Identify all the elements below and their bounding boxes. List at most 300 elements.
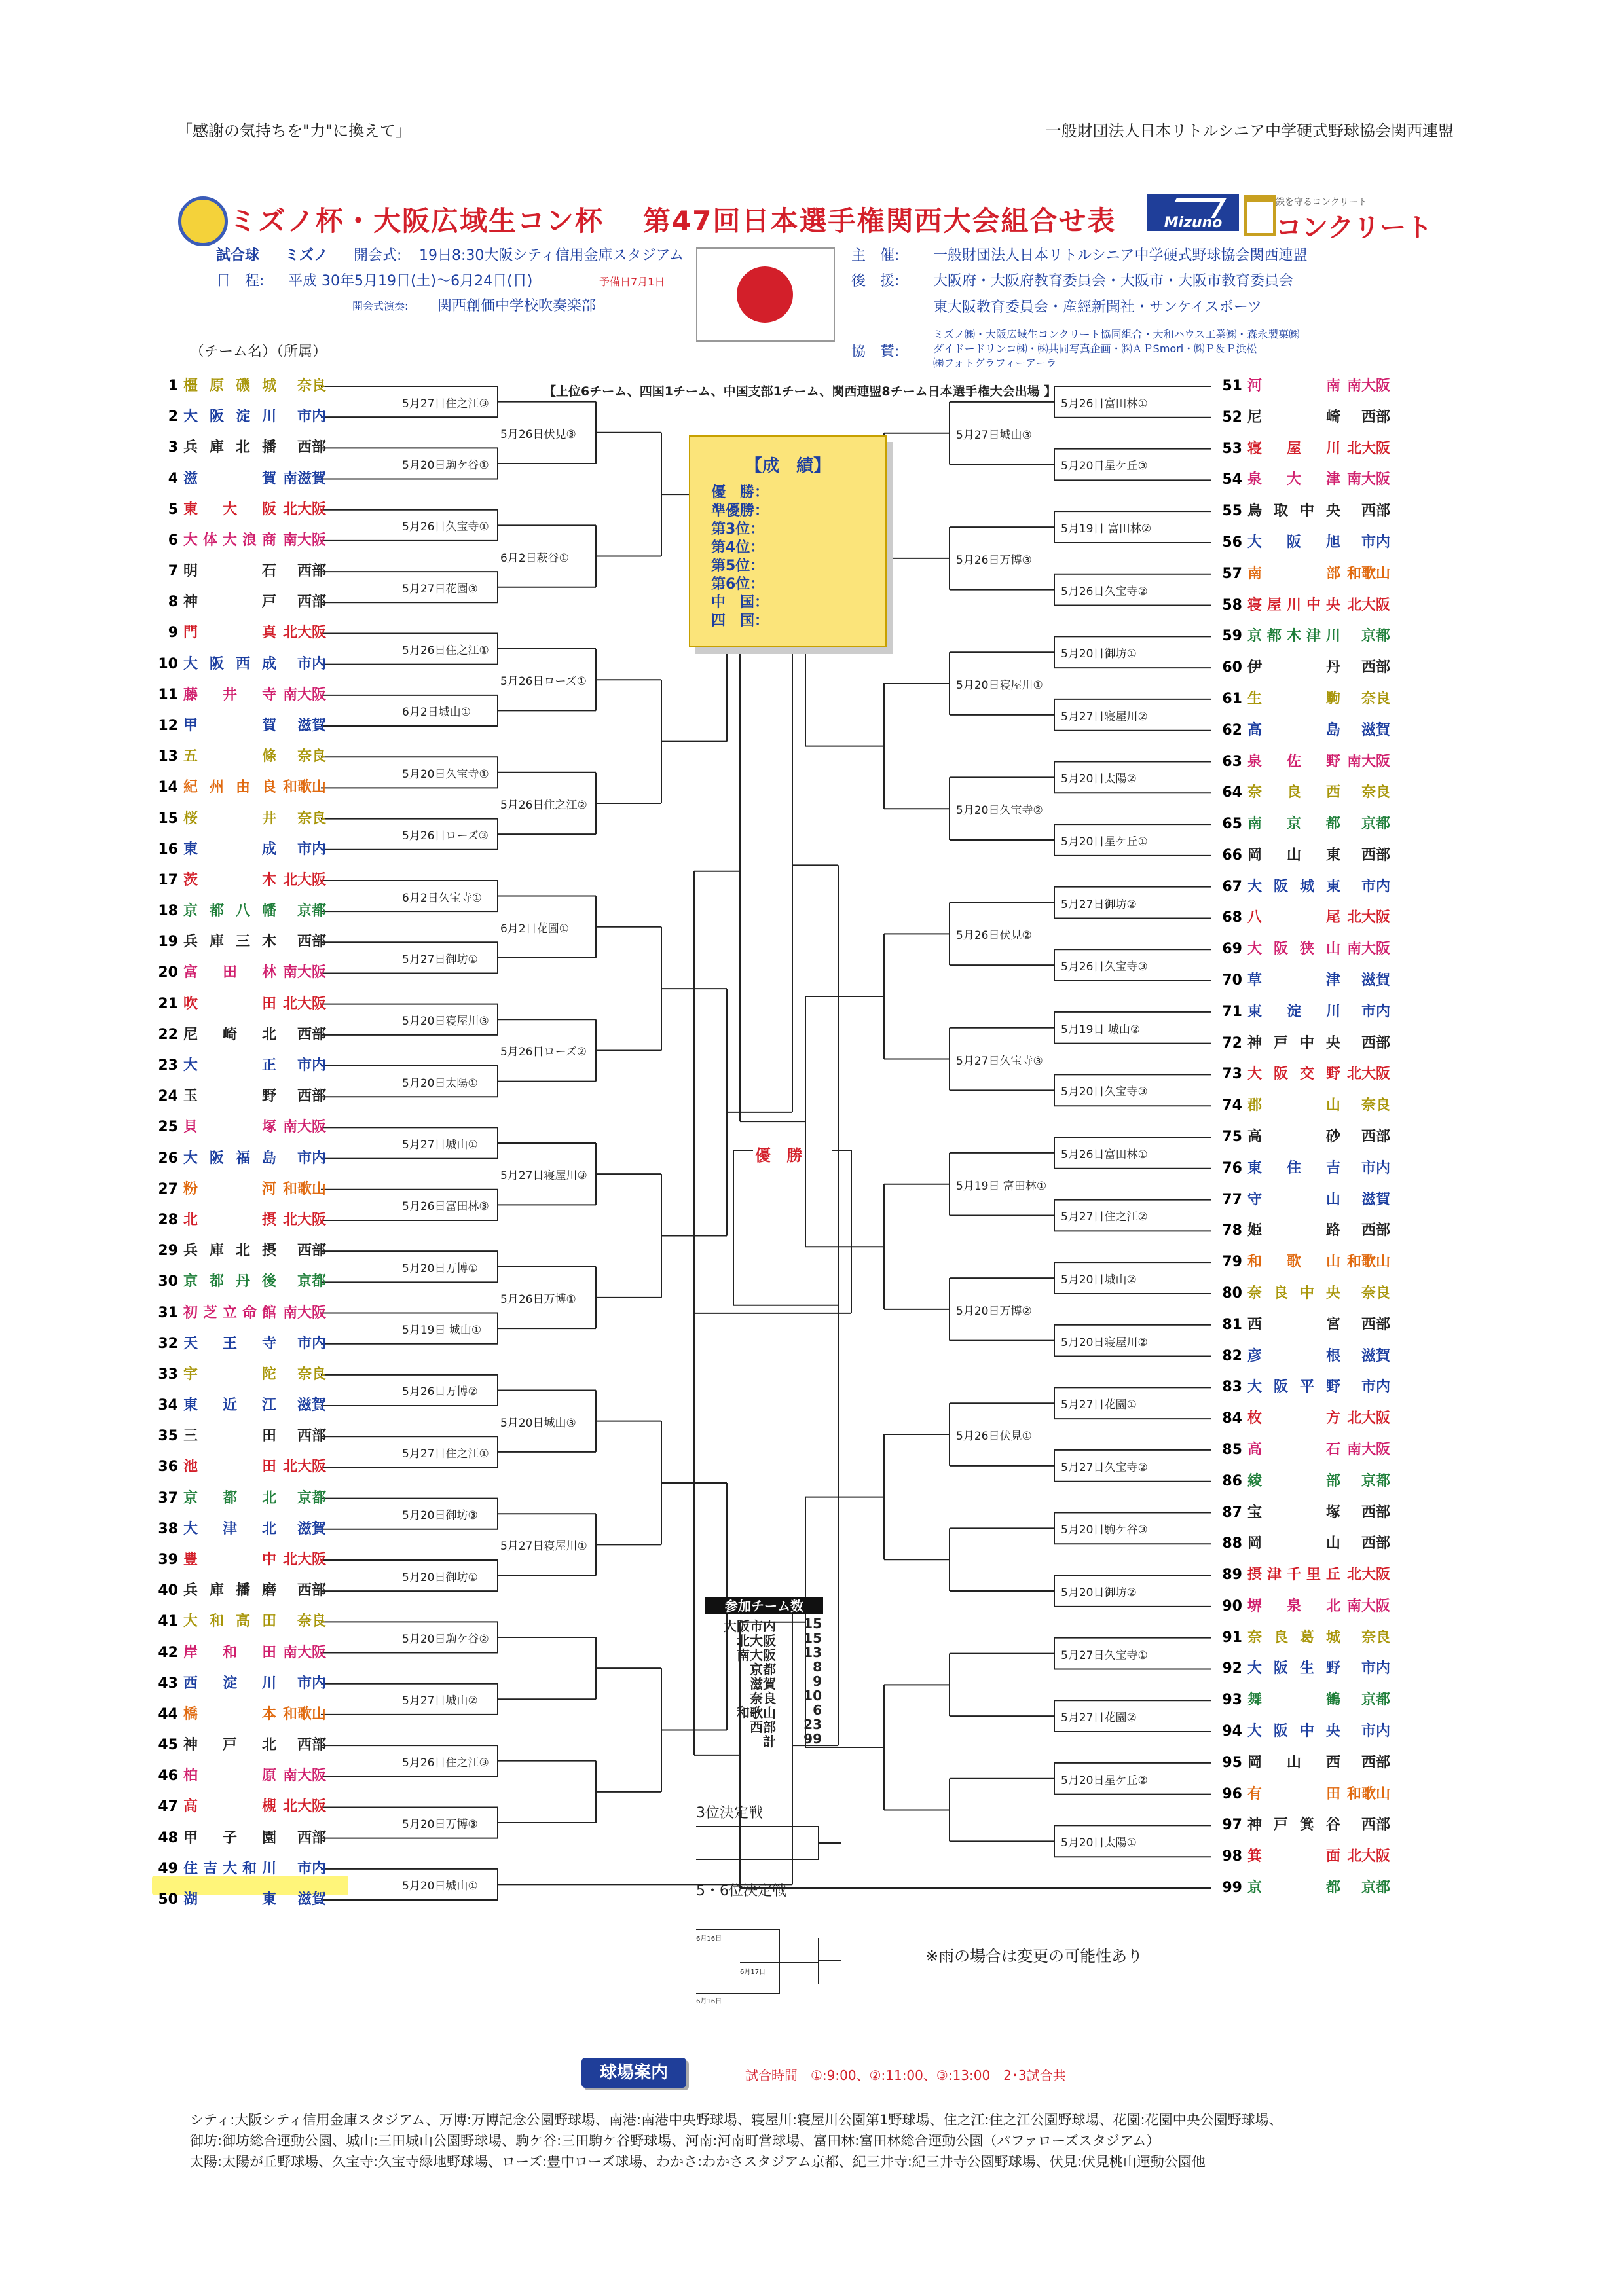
team-name: 京都北 [183, 1489, 276, 1506]
count-region: 京都 [750, 1662, 776, 1677]
game-label: 5月27日御坊① [399, 949, 481, 968]
team-name: 滋賀 [183, 470, 276, 487]
team-name: 尼崎 [1247, 409, 1340, 426]
team-number: 86 [1222, 1472, 1242, 1489]
game-label: 5月20日太陽② [1058, 768, 1139, 787]
team-league: 南大阪 [282, 532, 326, 549]
team-number: 8 [168, 594, 178, 611]
team-league: 市内 [1361, 1660, 1390, 1677]
team-row [1213, 627, 1390, 646]
team-name: 初芝立命館 [183, 1304, 276, 1321]
team-row [1213, 470, 1390, 490]
team-number: 95 [1222, 1754, 1242, 1771]
team-number: 96 [1222, 1785, 1242, 1802]
team-league: 市内 [297, 1057, 326, 1074]
team-row [145, 1211, 326, 1230]
team-league: 西部 [297, 1737, 326, 1754]
team-league: 和歌山 [282, 1180, 326, 1197]
team-league: 市内 [297, 1150, 326, 1167]
game-label: 5月26日ローズ① [498, 670, 589, 689]
team-row [145, 747, 326, 767]
team-league: 南大阪 [282, 1304, 326, 1321]
team-name: 枚方 [1247, 1410, 1340, 1427]
playoff-date: 6月16日 [696, 1998, 722, 2005]
team-number: 13 [158, 748, 178, 765]
team-name: 紀州由良 [183, 779, 276, 796]
team-league: 西部 [1361, 1535, 1390, 1552]
team-name: 東淀川 [1247, 1003, 1340, 1020]
team-number: 57 [1222, 565, 1242, 582]
host-value: 一般財団法人日本リトルシニア中学硬式野球協会関西連盟 [933, 247, 1308, 264]
team-row [1213, 533, 1390, 553]
team-name: 大阪平野 [1247, 1379, 1340, 1396]
team-league: 北大阪 [1346, 1567, 1390, 1584]
team-number: 84 [1222, 1410, 1242, 1427]
team-league: 京都 [297, 903, 326, 920]
team-number: 28 [158, 1211, 178, 1228]
support-line-2: 東大阪教育委員会・産經新聞社・サンケイスポーツ [933, 299, 1262, 316]
team-number: 59 [1222, 628, 1242, 645]
count-value: 9 [813, 1673, 822, 1689]
team-number: 48 [158, 1829, 178, 1846]
team-number: 68 [1222, 909, 1242, 926]
team-row [1213, 1221, 1390, 1241]
team-league: 奈良 [1361, 690, 1390, 707]
game-label: 5月26日久宝寺② [1058, 581, 1151, 600]
game-label: 5月20日寝屋川① [953, 674, 1046, 693]
team-number: 4 [168, 470, 178, 487]
count-region: 西部 [750, 1719, 776, 1735]
team-name: 池田 [183, 1459, 276, 1476]
team-league: 市内 [1361, 1003, 1390, 1020]
team-number: 74 [1222, 1097, 1242, 1114]
team-row [145, 1581, 326, 1601]
team-number: 88 [1222, 1535, 1242, 1552]
team-league: 南大阪 [1346, 471, 1390, 488]
team-name: 郡山 [1247, 1097, 1340, 1114]
team-name: 大阪交野 [1247, 1066, 1340, 1083]
team-row [145, 871, 326, 890]
team-league: 滋賀 [297, 1891, 326, 1908]
count-region: 計 [763, 1734, 776, 1749]
result-row: 第4位： [711, 539, 765, 556]
game-label: 5月20日太陽① [1058, 1832, 1139, 1851]
game-label: 5月27日花園① [1058, 1394, 1139, 1413]
match-times: 試合時間 ①:9:00、②:11:00、③:13:00 2･3試合共 [745, 2068, 1066, 2083]
team-name: 大阪旭 [1247, 534, 1340, 551]
opening-value: 19日8:30大阪シティ信用金庫スタジアム [419, 247, 684, 264]
game-label: 5月27日花園② [1058, 1707, 1139, 1726]
game-label: 5月27日住之江③ [399, 393, 492, 412]
team-name: 岡山東 [1247, 847, 1340, 864]
team-league: 京都 [297, 1489, 326, 1506]
third-place-label: 3位決定戦 [696, 1805, 763, 1821]
team-league: 市内 [1361, 878, 1390, 895]
game-label: 5月20日寝屋川③ [399, 1010, 492, 1029]
team-league: 西部 [1361, 659, 1390, 676]
count-region: 大阪市内 [724, 1618, 776, 1634]
team-number: 56 [1222, 534, 1242, 551]
game-label: 5月20日城山② [1058, 1269, 1139, 1288]
team-number: 39 [158, 1551, 178, 1568]
team-row [145, 994, 326, 1014]
game-label: 5月26日伏見③ [498, 424, 579, 443]
team-row [1213, 501, 1390, 521]
team-league: 北大阪 [282, 625, 326, 642]
team-row [1213, 1472, 1390, 1491]
team-name: 綾部 [1247, 1472, 1340, 1489]
team-league: 西部 [1361, 1817, 1390, 1834]
result-row: 第3位： [711, 521, 765, 538]
team-name: 甲賀 [183, 718, 276, 735]
team-name: 高石 [1247, 1441, 1340, 1458]
ball-label: 試合球 [216, 247, 260, 264]
team-league: 奈良 [297, 378, 326, 394]
game-label: 5月26日富田林① [1058, 393, 1151, 412]
team-number: 12 [158, 718, 178, 735]
team-name: 南京都 [1247, 816, 1340, 833]
team-league: 西部 [1361, 847, 1390, 864]
team-row [1213, 1252, 1390, 1272]
playoff-date: 6月17日 [740, 1969, 766, 1976]
team-number: 64 [1222, 784, 1242, 801]
team-row [145, 1087, 326, 1106]
game-label: 5月20日太陽① [399, 1072, 481, 1091]
team-league: 西部 [297, 1026, 326, 1043]
team-league: 南大阪 [282, 964, 326, 981]
team-name: 東近江 [183, 1397, 276, 1414]
team-row [1213, 1597, 1390, 1616]
game-label: 6月2日城山① [399, 701, 473, 720]
team-name: 高砂 [1247, 1129, 1340, 1145]
team-league: 北大阪 [1346, 1848, 1390, 1865]
team-number: 49 [158, 1860, 178, 1877]
team-league: 北大阪 [1346, 1066, 1390, 1083]
team-number: 53 [1222, 440, 1242, 457]
team-number: 24 [158, 1088, 178, 1105]
team-row [145, 1550, 326, 1570]
team-league: 市内 [297, 1860, 326, 1877]
team-name: 寝屋川中央 [1247, 596, 1340, 613]
team-league: 西部 [297, 1428, 326, 1445]
team-row [145, 592, 326, 612]
team-number: 58 [1222, 596, 1242, 613]
game-label: 5月26日ローズ③ [399, 825, 491, 844]
team-name: 兵庫北播 [183, 439, 276, 456]
team-number: 82 [1222, 1347, 1242, 1364]
count-region: 滋賀 [750, 1676, 776, 1692]
game-label: 5月20日久宝寺③ [1058, 1081, 1151, 1100]
team-league: 市内 [1361, 1379, 1390, 1396]
game-label: 6月2日萩谷① [498, 547, 572, 566]
team-name: 京都丹後 [183, 1273, 276, 1290]
sponsors-line-1: ミズノ㈱・大阪広域生コンクリート協同組合・大和ハウス工業㈱・森永製菓㈱ [933, 328, 1300, 340]
team-number: 7 [168, 563, 178, 580]
team-league: 北大阪 [282, 1551, 326, 1568]
dates-value: 平成 30年5月19日(土)～6月24日(日) [288, 273, 533, 289]
venue-guide-button[interactable]: 球場案内 [581, 2058, 686, 2088]
team-league: 南大阪 [1346, 1597, 1390, 1614]
team-number: 18 [158, 903, 178, 920]
team-number: 21 [158, 995, 178, 1012]
team-league: 西部 [1361, 409, 1390, 426]
team-league: 市内 [297, 1335, 326, 1352]
team-league: 西部 [297, 1582, 326, 1599]
team-number: 6 [168, 532, 178, 549]
team-league: 西部 [297, 1243, 326, 1260]
team-row [1213, 1503, 1390, 1523]
game-label: 5月26日ローズ② [498, 1041, 589, 1060]
team-name: 西宮 [1247, 1316, 1340, 1333]
team-league: 南大阪 [1346, 1441, 1390, 1458]
team-row [1213, 971, 1390, 991]
game-label: 5月27日御坊② [1058, 894, 1139, 913]
count-value: 6 [813, 1702, 822, 1718]
team-row [1213, 439, 1390, 459]
team-league: 北大阪 [282, 995, 326, 1012]
game-label: 5月27日花園③ [399, 578, 481, 597]
team-league: 北大阪 [1346, 1410, 1390, 1427]
team-number: 2 [168, 409, 178, 426]
team-row [1213, 564, 1390, 584]
game-label: 5月20日寝屋川② [1058, 1332, 1151, 1351]
team-name: 奈良西 [1247, 784, 1340, 801]
team-league: 北大阪 [282, 501, 326, 518]
team-row [1213, 1034, 1390, 1053]
team-row [145, 655, 326, 674]
team-number: 44 [158, 1705, 178, 1722]
team-number: 75 [1222, 1129, 1242, 1145]
team-number: 46 [158, 1768, 178, 1785]
team-league: 奈良 [297, 1613, 326, 1630]
team-name: 奈良葛城 [1247, 1629, 1340, 1646]
team-name: 藤井寺 [183, 686, 276, 703]
team-name: 姫路 [1247, 1222, 1340, 1239]
team-league: 北大阪 [1346, 440, 1390, 457]
team-name: 玉野 [183, 1088, 276, 1105]
team-league: 市内 [297, 409, 326, 426]
team-row [145, 1829, 326, 1848]
team-name: 大阪生野 [1247, 1660, 1340, 1677]
team-row [145, 1457, 326, 1477]
team-number: 63 [1222, 753, 1242, 770]
team-league: 滋賀 [297, 718, 326, 735]
team-number: 73 [1222, 1066, 1242, 1083]
venue-line: 太陽:太陽が丘野球場、久宝寺:久宝寺緑地野球場、ローズ:豊中ローズ球場、わかさ:わかさスタジアム京都、紀三井寺:紀三井寺公園野球場、伏見:伏見桃山運動公園他 [190, 2154, 1206, 2170]
team-row [145, 809, 326, 829]
team-number: 97 [1222, 1817, 1242, 1834]
team-row [145, 1612, 326, 1631]
team-league: 北大阪 [282, 1459, 326, 1476]
game-label: 5月26日伏見② [953, 924, 1035, 943]
support-line-1: 大阪府・大阪府教育委員会・大阪市・大阪市教育委員会 [933, 273, 1294, 289]
result-row: 中 国： [711, 594, 769, 611]
team-league: 市内 [1361, 534, 1390, 551]
game-label: 5月26日富田林③ [399, 1195, 492, 1214]
team-number: 76 [1222, 1159, 1242, 1176]
team-row [145, 932, 326, 952]
game-label: 5月20日駒ケ谷② [399, 1628, 492, 1647]
team-row [145, 1365, 326, 1385]
team-league: 奈良 [1361, 784, 1390, 801]
team-name: 明石 [183, 563, 276, 580]
team-name: 北摂 [183, 1211, 276, 1228]
team-number: 60 [1222, 659, 1242, 676]
team-number: 11 [158, 686, 178, 703]
results-box [689, 435, 887, 647]
team-league: 北大阪 [282, 871, 326, 888]
team-number: 25 [158, 1119, 178, 1136]
team-row [145, 1859, 326, 1879]
game-label: 5月20日御坊② [1058, 1582, 1139, 1601]
team-number: 89 [1222, 1567, 1242, 1584]
team-league: 市内 [297, 1675, 326, 1692]
team-row [1213, 721, 1390, 740]
team-number: 61 [1222, 690, 1242, 707]
team-league: 南大阪 [282, 686, 326, 703]
team-number: 50 [158, 1891, 178, 1908]
team-name: 有田 [1247, 1785, 1340, 1802]
game-label: 5月20日久宝寺② [953, 799, 1046, 818]
result-row: 四 国： [711, 613, 769, 629]
game-label: 6月2日花園① [498, 918, 572, 937]
column-header: （チーム名）（所属） [190, 344, 327, 360]
team-row [145, 685, 326, 705]
team-number: 30 [158, 1273, 178, 1290]
team-row [1213, 939, 1390, 959]
team-name: 尼崎北 [183, 1026, 276, 1043]
team-name: 大阪中央 [1247, 1723, 1340, 1740]
team-league: 滋賀 [1361, 721, 1390, 738]
game-label: 5月20日万博① [399, 1258, 481, 1277]
team-number: 23 [158, 1057, 178, 1074]
game-label: 5月26日住之江③ [399, 1752, 492, 1771]
team-number: 20 [158, 964, 178, 981]
team-name: 天王寺 [183, 1335, 276, 1352]
team-number: 36 [158, 1459, 178, 1476]
team-league: 京都 [1361, 816, 1390, 833]
team-league: 西部 [1361, 1316, 1390, 1333]
team-name: 堺泉北 [1247, 1597, 1340, 1614]
team-name: 宝塚 [1247, 1504, 1340, 1521]
team-row [1213, 1315, 1390, 1335]
team-league: 滋賀 [1361, 1191, 1390, 1208]
team-name: 箕面 [1247, 1848, 1340, 1865]
team-league: 西部 [1361, 1504, 1390, 1521]
team-name: 大正 [183, 1057, 276, 1074]
team-row [145, 963, 326, 983]
team-number: 22 [158, 1026, 178, 1043]
team-row [145, 1118, 326, 1137]
ball-value: ミズノ [285, 247, 329, 264]
support-label: 後 援: [851, 273, 900, 289]
team-row [1213, 1002, 1390, 1022]
team-name: 京都 [1247, 1880, 1340, 1896]
team-name: 神戸北 [183, 1737, 276, 1754]
team-number: 38 [158, 1520, 178, 1537]
team-row [1213, 1190, 1390, 1210]
team-number: 83 [1222, 1379, 1242, 1396]
team-league: 滋賀 [297, 1520, 326, 1537]
team-name: 豊中 [183, 1551, 276, 1568]
band-value: 関西創価中学校吹奏楽部 [437, 298, 597, 314]
team-number: 65 [1222, 816, 1242, 833]
count-region: 奈良 [750, 1690, 776, 1706]
team-name: 南部 [1247, 565, 1340, 582]
team-row [1213, 846, 1390, 866]
team-number: 42 [158, 1644, 178, 1661]
host-label: 主 催: [851, 247, 900, 264]
team-row [1213, 658, 1390, 678]
team-league: 西部 [297, 439, 326, 456]
team-number: 78 [1222, 1222, 1242, 1239]
team-league: 奈良 [1361, 1285, 1390, 1302]
team-name: 河南 [1247, 378, 1340, 394]
team-number: 47 [158, 1798, 178, 1815]
opening-label: 開会式: [354, 247, 402, 264]
game-label: 5月27日久宝寺① [1058, 1645, 1151, 1664]
team-league: 西部 [297, 1829, 326, 1846]
game-label: 5月27日城山③ [953, 424, 1035, 443]
team-league: 滋賀 [1361, 972, 1390, 989]
team-league: 滋賀 [297, 1397, 326, 1414]
team-name: 兵庫播磨 [183, 1582, 276, 1599]
team-number: 15 [158, 810, 178, 827]
team-name: 岡山西 [1247, 1754, 1340, 1771]
team-row [1213, 1690, 1390, 1710]
game-label: 5月20日万博③ [399, 1813, 481, 1832]
team-number: 45 [158, 1737, 178, 1754]
team-league: 西部 [1361, 1129, 1390, 1145]
team-name: 神戸中央 [1247, 1034, 1340, 1051]
team-row [1213, 1565, 1390, 1585]
team-name: 摂津千里丘 [1247, 1567, 1340, 1584]
team-name: 吹田 [183, 995, 276, 1012]
game-label: 5月26日万博② [399, 1381, 481, 1400]
game-label: 5月27日久宝寺② [1058, 1457, 1151, 1476]
game-label: 5月20日久宝寺① [399, 763, 492, 782]
team-number: 54 [1222, 471, 1242, 488]
team-row [1213, 1409, 1390, 1429]
team-name: 東住吉 [1247, 1159, 1340, 1176]
count-value: 10 [803, 1688, 822, 1704]
team-row [1213, 1284, 1390, 1303]
team-name: 茨木 [183, 871, 276, 888]
team-name: 高槻 [183, 1798, 276, 1815]
game-label: 5月26日住之江② [498, 794, 590, 813]
team-league: 和歌山 [282, 779, 326, 796]
game-label: 5月20日御坊① [399, 1567, 481, 1586]
game-label: 5月20日星ケ丘② [1058, 1770, 1151, 1789]
game-label: 5月20日御坊③ [399, 1504, 481, 1523]
team-league: 市内 [1361, 1159, 1390, 1176]
team-league: 市内 [1361, 1723, 1390, 1740]
game-label: 5月26日住之江① [399, 640, 492, 659]
team-row [145, 531, 326, 551]
team-number: 93 [1222, 1692, 1242, 1709]
team-number: 10 [158, 655, 178, 672]
team-number: 69 [1222, 941, 1242, 958]
team-name: 和歌山 [1247, 1254, 1340, 1271]
team-row [1213, 1815, 1390, 1835]
venue-line: シティ:大阪シティ信用金庫スタジアム、万博:万博記念公園野球場、南港:南港中央野球場、寝屋川:寝屋川公園第1野球場、住之江:住之江公園野球場、花園:花園中央公園野球場、 [190, 2112, 1283, 2128]
team-league: 市内 [297, 841, 326, 858]
team-number: 43 [158, 1675, 178, 1692]
team-row [145, 1674, 326, 1694]
team-number: 71 [1222, 1003, 1242, 1020]
team-name: 大阪福島 [183, 1150, 276, 1167]
team-row [1213, 1847, 1390, 1867]
